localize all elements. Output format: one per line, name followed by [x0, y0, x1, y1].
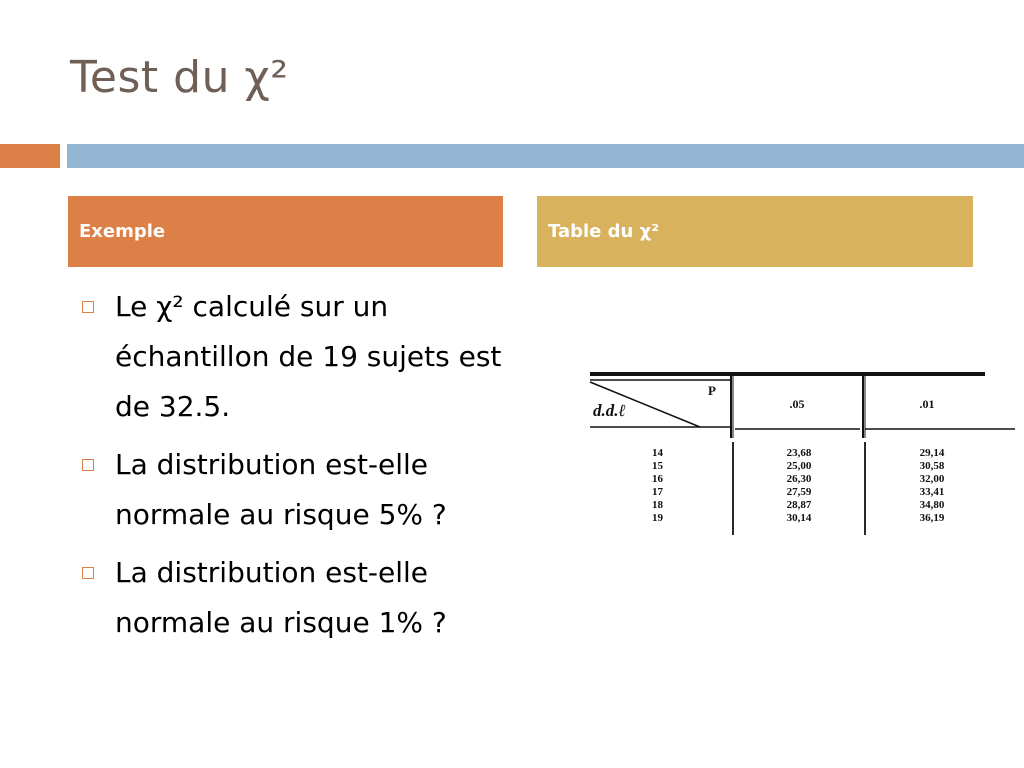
p05-cell: 23,68: [786, 447, 812, 459]
square-bullet-icon: [82, 301, 94, 313]
p05-column: [787, 447, 812, 524]
corner-label-p: P: [708, 383, 716, 398]
square-bullet-icon: [82, 567, 94, 579]
bullet-text: Le χ² calculé sur un échantillon de 19 sujets est de 32.5.: [115, 290, 502, 423]
chi-square-table-image: [565, 330, 1017, 545]
column-header-chi-table: [537, 196, 973, 267]
ddl-column: [652, 447, 664, 524]
bullet-text: La distribution est-elle normale au risque 5% ?: [115, 448, 447, 531]
p05-cell: 26,30: [786, 473, 812, 485]
slide-title: Test du χ²: [70, 52, 289, 103]
ddl-cell: 18: [652, 499, 663, 511]
ddl-cell: 16: [652, 473, 663, 485]
accent-bar-blue: [67, 144, 1024, 168]
p01-column: [920, 447, 945, 524]
bullet-text: La distribution est-elle normale au risque 1% ?: [115, 556, 447, 639]
ddl-cell: 15: [652, 460, 663, 472]
p05-cell: 30,14: [786, 512, 812, 524]
bullet-list: [80, 282, 520, 656]
ddl-cell: 14: [652, 447, 663, 459]
p01-cell: 34,80: [919, 499, 945, 511]
col-header-001: .01: [919, 397, 935, 411]
corner-label-ddl: d.d.ℓ: [593, 401, 626, 420]
column-header-example-label: Exemple: [79, 221, 166, 242]
ddl-cell: 17: [652, 486, 663, 498]
p01-cell: 33,41: [919, 486, 945, 498]
bullet-item: [80, 282, 520, 432]
col-header-005: .05: [789, 397, 805, 411]
p01-cell: 30,58: [919, 460, 945, 472]
bullet-item: [80, 548, 520, 648]
p05-cell: 25,00: [786, 460, 812, 472]
p05-cell: 28,87: [786, 499, 812, 511]
chi-square-table-svg: [565, 330, 1017, 545]
accent-bar-orange: [0, 144, 60, 168]
p05-cell: 27,59: [786, 486, 812, 498]
bullet-item: [80, 440, 520, 540]
p01-cell: 29,14: [919, 447, 945, 459]
ddl-cell: 19: [652, 512, 663, 524]
column-header-chi-table-label: Table du χ²: [548, 221, 660, 242]
square-bullet-icon: [82, 459, 94, 471]
column-header-example: [68, 196, 503, 267]
p01-cell: 36,19: [919, 512, 945, 524]
p01-cell: 32,00: [919, 473, 945, 485]
